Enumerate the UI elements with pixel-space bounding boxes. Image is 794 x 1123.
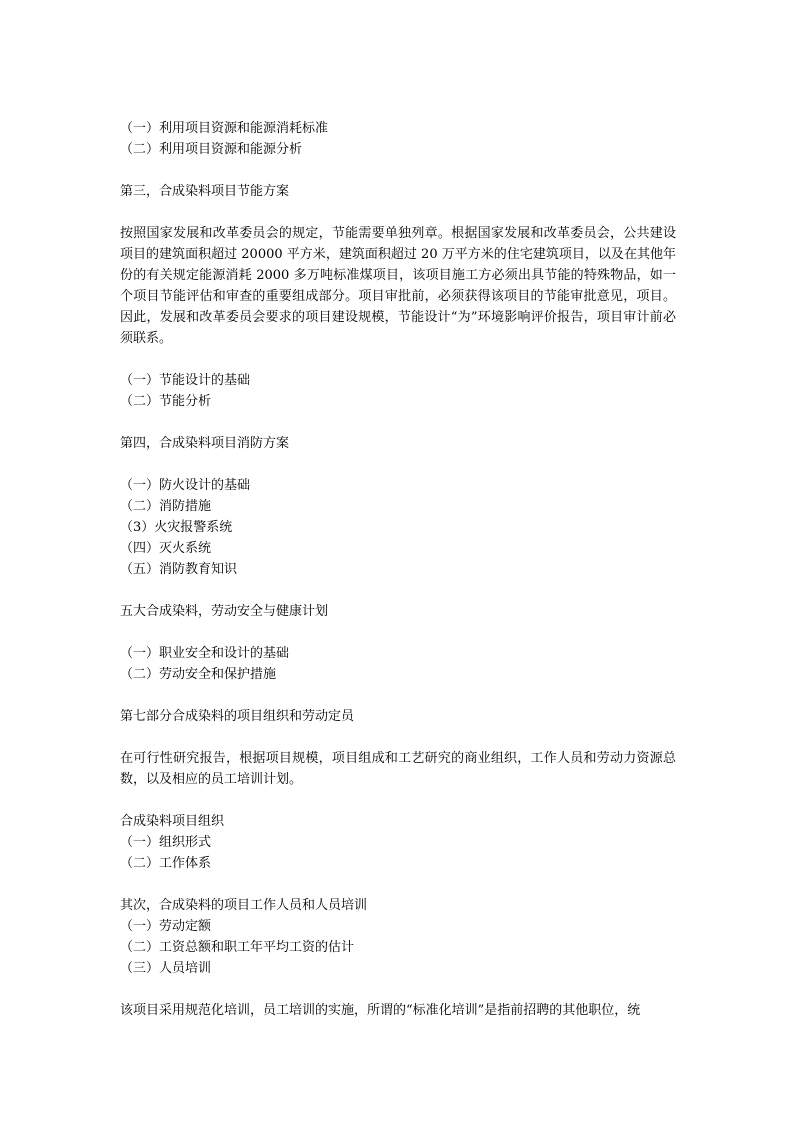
paragraph-spacer (120, 454, 676, 475)
paragraph-spacer (120, 160, 676, 181)
text-line: 第四，合成染料项目消防方案 (120, 436, 290, 451)
text-line: （3）火灾报警系统 (120, 520, 233, 535)
text-line: （二）消防措施 (120, 499, 212, 514)
paragraph-spacer (120, 580, 676, 601)
text-line: （一）职业安全和设计的基础 (120, 646, 290, 661)
text-line: 第七部分合成染料的项目组织和劳动定员 (120, 709, 355, 724)
text-line: （一）节能设计的基础 (120, 373, 251, 388)
text-line: （二）利用项目资源和能源分析 (120, 142, 303, 157)
document-body (120, 118, 676, 1021)
paragraph-spacer (120, 622, 676, 643)
text-line: （一）防火设计的基础 (120, 478, 251, 493)
text-line: （二）劳动安全和保护措施 (120, 667, 277, 682)
text-line: 五大合成染料，劳动安全与健康计划 (120, 604, 329, 619)
text-line: （四）灭火系统 (120, 541, 212, 556)
body-paragraph: 按照国家发展和改革委员会的规定，节能需要单独列章。根据国家发展和改革委员会，公共建设项目的建筑面积超过 20000 平方米，建筑面积超过 20 万平方米的住宅建筑项目，以及在其他年份的有关规定能源消耗 2000 多万吨标准煤项目，该项目施工方必须出具节能的特殊物品，如一个项目节能评估和审查的重要组成部分。项目审批前，必须获得该项目的节能审批意见，项目。因此，发展和改革委员会要求的项目建设规模，节能设计“为”环境影响评价报告，项目审计前必须联系。 (120, 226, 676, 346)
paragraph-spacer (120, 979, 676, 1000)
paragraph-spacer (120, 349, 676, 370)
paragraph-spacer (120, 685, 676, 706)
text-line: （一）劳动定额 (120, 919, 212, 934)
text-line: （二）节能分析 (120, 394, 212, 409)
text-line: 其次，合成染料的项目工作人员和人员培训 (120, 898, 368, 913)
text-line: 合成染料项目组织 (120, 814, 225, 829)
paragraph-spacer (120, 727, 676, 748)
paragraph-spacer (120, 874, 676, 895)
paragraph-spacer (120, 412, 676, 433)
text-line: （一）利用项目资源和能源消耗标准 (120, 121, 329, 136)
paragraph-spacer (120, 790, 676, 811)
text-line: （一）组织形式 (120, 835, 212, 850)
text-line: 第三，合成染料项目节能方案 (120, 184, 290, 199)
text-line: （二）工作体系 (120, 856, 212, 871)
paragraph-spacer (120, 202, 676, 223)
text-line: 该项目采用规范化培训，员工培训的实施，所谓的“标准化培训”是指前招聘的其他职位，统 (120, 1003, 641, 1018)
text-line: （二）工资总额和职工年平均工资的估计 (120, 940, 355, 955)
text-line: （五）消防教育知识 (120, 562, 238, 577)
text-line: （三）人员培训 (120, 961, 212, 976)
body-paragraph: 在可行性研究报告，根据项目规模，项目组成和工艺研究的商业组织，工作人员和劳动力资源总数，以及相应的员工培训计划。 (120, 751, 676, 787)
